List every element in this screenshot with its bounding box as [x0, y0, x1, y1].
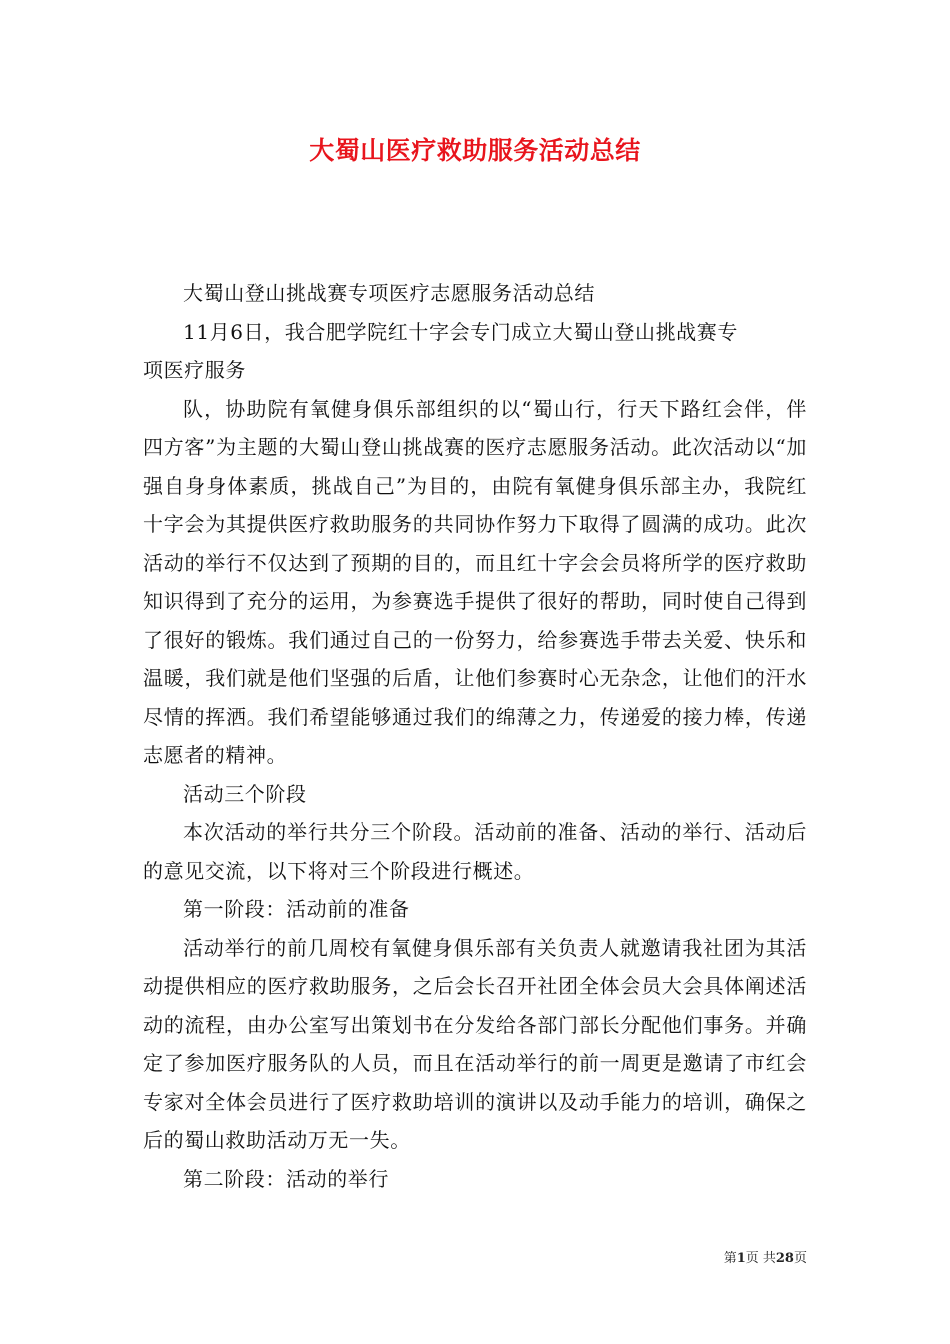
document-body: [143, 274, 807, 1198]
section-heading-three-stages: 活动三个阶段: [183, 781, 307, 806]
page-footer: [724, 1250, 807, 1268]
document-title: 大蜀山医疗救助服务活动总结: [309, 136, 641, 165]
paragraph-stages-overview: 本次活动的举行共分三个阶段。活动前的准备、活动的举行、活动后的意见交流，以下将对三个阶段进行概述。: [143, 820, 807, 883]
section-heading-stage-one: 第一阶段：活动前的准备: [183, 897, 410, 921]
footer-middle: 页 共: [745, 1251, 776, 1266]
footer-current-page: 1: [736, 1251, 746, 1266]
paragraph-activity-description: 队，协助院有氧健身俱乐部组织的以“蜀山行，行天下路红会伴，伴四方客”为主题的大蜀山登山挑战赛的医疗志愿服务活动。此次活动以“加强自身身体素质，挑战自己”为目的，由院有氧健身俱乐部主办，我院红十字会为其提供医疗救助服务的共同协作努力下取得了圆满的成功。此次活动的举行不仅达到了预期的目的，而且红十字会会员将所学的医疗救助知识得到了充分的运用，为参赛选手提供了很好的帮助，同时使自己得到了很好的锻炼。我们通过自己的一份努力，给参赛选手带去关爱、快乐和温暖，我们就是他们坚强的后盾，让他们参赛时心无杂念，让他们的汗水尽情的挥洒。我们希望能够通过我们的绵薄之力，传递爱的接力棒，传递志愿者的精神。: [143, 396, 807, 767]
footer-total-pages: 28: [775, 1251, 794, 1266]
paragraph-date-intro-cont: 项医疗服务: [143, 358, 246, 382]
footer-suffix: 页: [793, 1251, 807, 1266]
footer-prefix: 第: [723, 1251, 737, 1266]
section-heading-stage-two: 第二阶段：活动的举行: [183, 1166, 389, 1191]
paragraph-date-intro: 11月6日，我合肥学院红十字会专门成立大蜀山登山挑战赛专: [183, 319, 738, 344]
paragraph-stage-one: 活动举行的前几周校有氧健身俱乐部有关负责人就邀请我社团为其活动提供相应的医疗救助服务，之后会长召开社团全体会员大会具体阐述活动的流程，由办公室写出策划书在分发给各部门部长分配他们事务。并确定了参加医疗服务队的人员，而且在活动举行的前一周更是邀请了市红会专家对全体会员进行了医疗救助培训的演讲以及动手能力的培训，确保之后的蜀山救助活动万无一失。: [143, 935, 807, 1152]
paragraph-subtitle: 大蜀山登山挑战赛专项医疗志愿服务活动总结: [183, 281, 595, 305]
